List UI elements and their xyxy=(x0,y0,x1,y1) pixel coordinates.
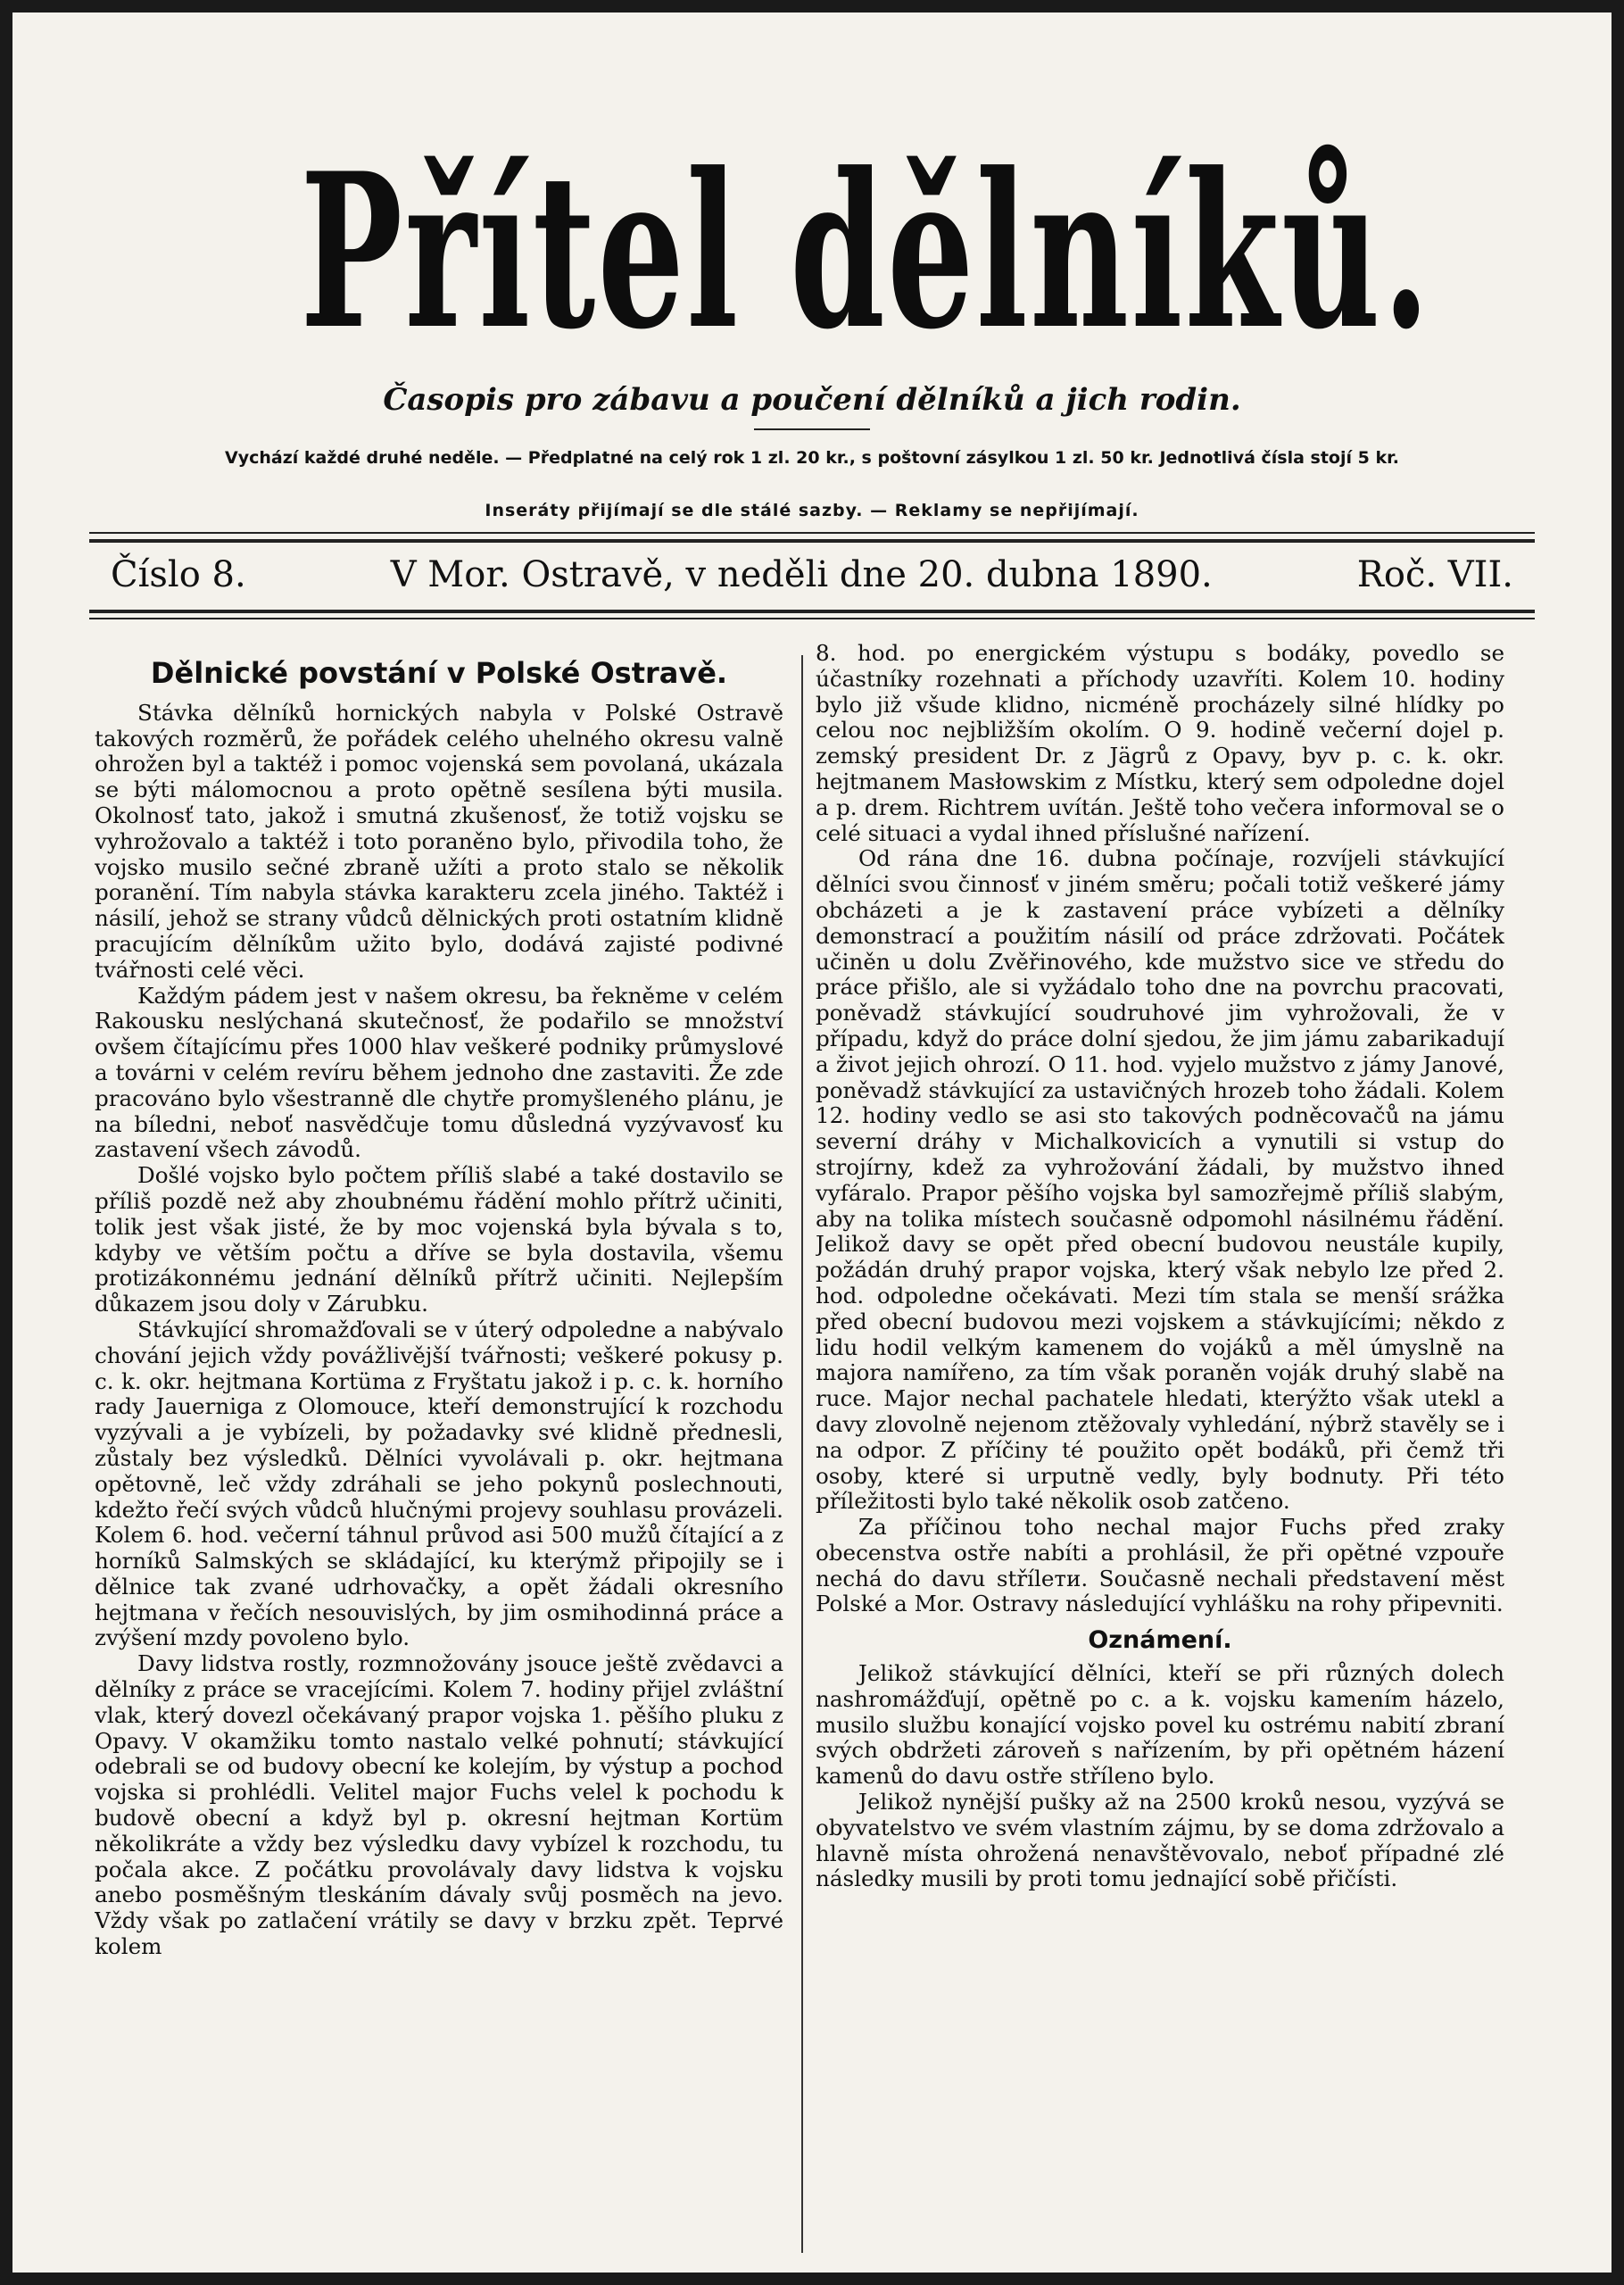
article-paragraph: Stávkující shromažďovali se v úterý odpoledne a nabývalo chování jejich vždy povážlivější tvářnosti; veškeré pokusy p. c. k. okr. hejtmana Kortüma z Fryštatu jakož i p. c. k. horního rady Jauerniga z Olomouce, kteří demonstrující k rozchodu vyzývali a je vybízeli, by požadavky své klidně přednesli, zůstaly bez výsledků. Dělníci vyvolávali p. okr. hejtmana opětovně, leč vždy zdráhali se jeho pokynů poslechnouti, kdežto řečí svých vůdců hlučnými projevy souhlasu provázeli. Kolem 6. hod. večerní táhnul průvod asi 500 mužů čítající a z horníků Salmských se skládající, ku kterýmž připojily se i dělnice tak zvané udrhovačky, a opět žádali okresního hejtmana v řečích nesouvislých, by jim osmihodinná práce a zvýšení mzdy povoleno bylo. xyxy=(95,1316,783,1651)
article-paragraph: 8. hod. po energickém výstupu s bodáky, povedlo se účastníky rozehnati a příchody uzavříti. Kolem 10. hodiny bylo již všude klidno, nicméně procházely silné hlídky po celou noc nejbližším okolím. O 9. hodině večerní dojel p. zemský president Dr. z Jägrů z Opavy, byv p. c. k. okr. hejtmanem Masłowskim z Místku, který sem odpoledne dojel a p. drem. Richtrem uvítán. Ještě toho večera informoval se o celé situaci a vydal ihned příslušné nařízení. xyxy=(816,641,1504,846)
newspaper-page xyxy=(12,12,1612,2273)
notice-title: Oznámení. xyxy=(1088,1626,1232,1655)
left-column xyxy=(95,641,783,2256)
masthead-title: Přítel dělníků. xyxy=(300,128,1432,377)
masthead-subtitle: Časopis pro zábavu a poučení dělníků a jich rodin. xyxy=(383,382,1241,418)
article-paragraph: Každým pádem jest v našem okresu, ba řekněme v celém Rakousku neslýchaná skutečnosť, že podařilo se množství ovšem čítajícímu přes 1000 hlav veškeré podniky průmyslové a továrni v celém revíru během jednoho dne zastaviti. Že zde pracováno bylo všestranně dle chytře promyšleného plánu, je na bíledni, neboť nasvědčuje tomu důsledná vyzývavosť ku zastavení všech závodů. xyxy=(95,982,783,1163)
article-paragraph: Davy lidstva rostly, rozmnožovány jsouce ještě zvědavci a dělníky z práce se vracejícími. Kolem 7. hodiny přijel zvláštní vlak, který dovezl očekávaný prapor vojska 1. pěšího pluku z Opavy. V okamžiku tomto nastalo velké pohnutí; stávkující odebrali se od budovy obecní ke kolejím, by výstup a pochod vojska si prohlédli. Velitel major Fuchs velel k pochodu k budově obecní a když byl p. okresní hejtman Kortüm několikráte a vždy bez výsledku davy vybízel k rozchodu, tu počala akce. Z počátku provolávaly davy lidstva k vojsku anebo posměšným tleskáním dávaly svůj posměch na jevo. Vždy však po zatlačení vrátily se davy v brzku zpět. Teprvé kolem xyxy=(95,1650,783,1960)
advertising-info: Inseráty přijímají se dle stálé sazby. — Reklamy se nepřijímají. xyxy=(485,501,1139,520)
issue-line xyxy=(111,548,1513,602)
header-rule-top-thin xyxy=(89,532,1535,534)
header-rule-bottom-thin xyxy=(89,618,1535,619)
notice-paragraph: Jelikož stávkující dělníci, kteří se při různých dolech nashromážďují, opětně po c. a k. vojsku kamením házelo, musilo službu konající vojsko povel ku ostrému nabití zbraní svých obdržeti zároveň s nařízením, by při opětném házení kamenů do davu ostře stříleno bylo. xyxy=(816,1660,1504,1790)
header-rule-top-thick xyxy=(89,539,1535,543)
article-title: Dělnické povstání v Polské Ostravě. xyxy=(150,656,728,690)
subtitle-rule xyxy=(12,428,1612,430)
notice-paragraph: Jelikož nynější pušky až na 2500 kroků nesou, vyzývá se obyvatelstvo ve svém vlastním zájmu, by se doma zdržovalo a hlavně místa ohrožená nenavštěvovalo, neboť případné zlé následky musili by proti tomu jednající sobě přičísti. xyxy=(816,1789,1504,1892)
article-paragraph: Za příčinou toho nechal major Fuchs před zraky obecenstva ostře nabíti a prohlásil, že při opětné vzpouře nechá do davu střílети. Současně nechali představení měst Polské a Mor. Ostravy následující vyhlášku na rohy připevniti. xyxy=(816,1514,1504,1617)
article-paragraph: Od rána dne 16. dubna počínaje, rozvíjeli stávkující dělníci svou činnosť v jiném směru; počali totiž veškeré jámy obcházeti a je k zastavení práce vybízeti a dělníky demonstrací a použitím násilí od práce zdržovati. Počátek učiněn u dolu Zvěřinového, kde mužstvo sice ve středu do práce přišlo, ale si vyžádalo toho dne na povrchu pracovati, poněvadž stávkující soudruhové jim vyhrožovali, že v případu, když do práce dolní sjedou, že jim jámu zabarikadují a život jejich ohrozí. O 11. hod. vyjelo mužstvo z jámy Janové, poněvadž stávkující za ustavičných hrozeb toho žádali. Kolem 12. hodiny vedlo se asi sto takových podněcovačů na jámu severní dráhy v Michalkovicích a vynutili si vstup do strojírny, kdež za vyhrožování žádali, by mužstvo ihned vyfáralo. Prapor pěšího vojska byl samozřejmě příliš slabým, aby na tolika místech současně odpomohl násilnému řádění. Jelikož davy se opět před obecní budovou neustále kupily, požádán druhý prapor vojska, který však nebylo lze před 2. hod. odpoledne očekávati. Mezi tím stala se menší srážka před obecní budovou mezi vojskem a stávkujícími; někdo z lidu hodil velkým kamenem do vojáků a měl úmyslně na majora namířeno, za tím však poraněn voják druhý slabě na ruce. Major nechal pachatele hledati, kterýžto však utekl a davy zlovolně nejenom ztěžovaly vyhledání, nýbrž stavěly se i na odpor. Z příčiny té použito opět bodáků, při čemž tři osoby, které si urputně vedly, byly bodnuty. Při této příležitosti bylo také několik osob zatčeno. xyxy=(816,845,1504,1515)
header-rule-bottom-thick xyxy=(89,610,1535,613)
issue-number: Číslo 8. xyxy=(111,554,246,595)
column-divider xyxy=(801,655,803,2253)
issue-place-date: V Mor. Ostravě, v neděli dne 20. dubna 1890. xyxy=(390,554,1213,595)
article-paragraph: Došlé vojsko bylo počtem příliš slabé a také dostavilo se příliš pozdě než aby zhoubnému řádění mohlo přítrž učiniti, tolik jest však jisté, že by moc vojenská byla bývala s to, kdyby ve větším počtu a dříve se byla dostavila, všemu protizákonnému jednání dělníků přítrž učiniti. Nejlepším důkazem jsou doly v Zárubku. xyxy=(95,1162,783,1317)
article-paragraph: Stávka dělníků hornických nabyla v Polské Ostravě takových rozměrů, že pořádek celého uhelného okresu valně ohrožen byl a taktéž i pomoc vojenská sem povolaná, ukázala se býti málomocnou a proto opětně sesílena býti musila. Okolnosť tato, jakož i smutná zkušenosť, že totiž vojsku se vyhrožovalo a taktéž i toto poraněno bylo, přivodila toho, že vojsko musilo sečné zbraně užíti a proto stalo se několik poranění. Tím nabyla stávka karakteru zcela jiného. Taktéž i násilí, jehož se strany vůdců dělnických proti ostatním klidně pracujícím dělníkům užito bylo, dodává zajisté podivné tvářnosti celé věci. xyxy=(95,699,783,983)
right-column xyxy=(816,641,1504,2256)
issue-volume: Roč. VII. xyxy=(1356,554,1513,595)
subscription-info: Vychází každé druhé neděle. — Předplatné na celý rok 1 zl. 20 kr., s poštovní zásylkou 1 zl. 50 kr. Jednotlivá čísla stojí 5 kr. xyxy=(225,448,1399,468)
